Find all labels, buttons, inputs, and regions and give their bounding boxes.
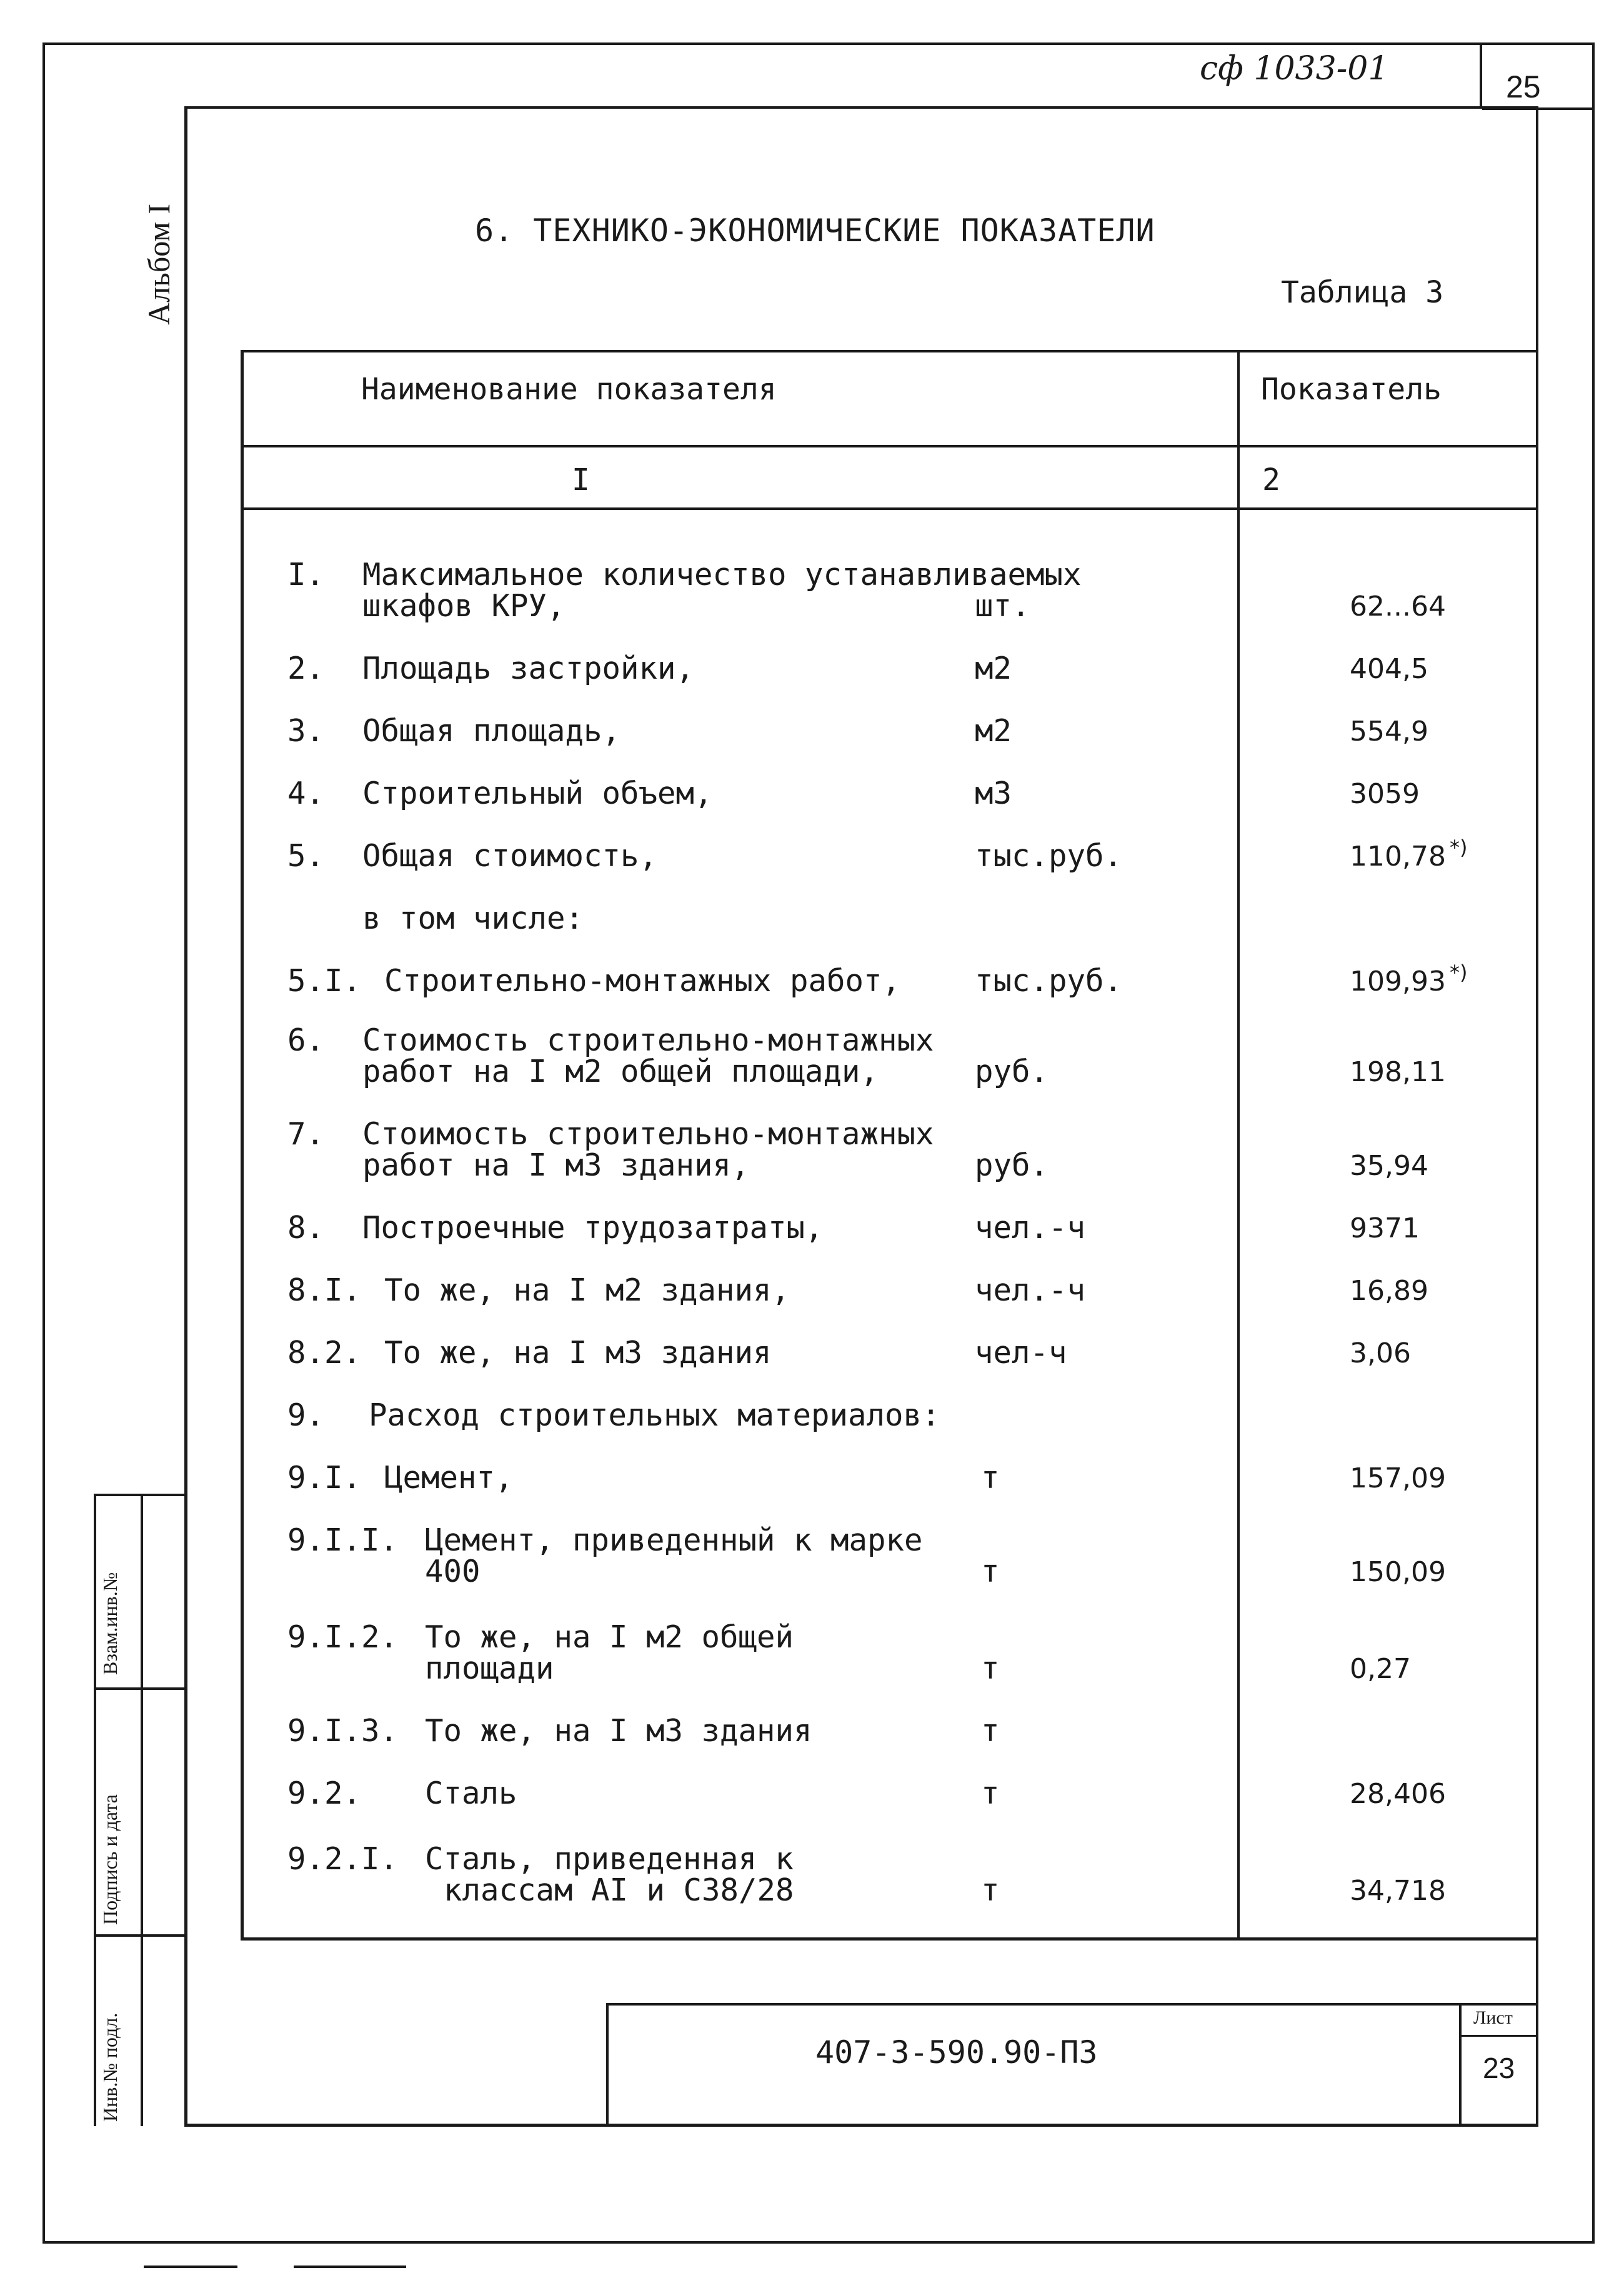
row-num: 5.I.: [287, 963, 362, 999]
outer-border-right: [1592, 125, 1595, 2244]
row-name: Общая стоимость,: [362, 838, 658, 874]
page-box-top: [1480, 42, 1595, 45]
footnote-mark: *): [1449, 836, 1468, 859]
row-unit: т: [981, 1460, 1000, 1496]
row-value: 0,27: [1350, 1653, 1411, 1685]
inner-frame-bottom: [184, 2124, 1538, 2127]
row-name: Построечные трудозатраты,: [362, 1210, 824, 1246]
row-num: 6.: [287, 1022, 325, 1058]
row-unit: т: [981, 1713, 1000, 1749]
row-num: 9.I.: [287, 1460, 362, 1496]
side-stamp-left: [94, 1494, 96, 2126]
row-num: 3.: [287, 713, 325, 749]
row-name: То же, на I м2 общей: [425, 1619, 794, 1655]
row-name-cont: шкафов КРУ,: [362, 588, 565, 624]
handwritten-code: сф 1033-01: [1200, 50, 1389, 87]
row-name-cont: работ на I м2 общей площади,: [362, 1054, 879, 1089]
row-unit: т: [981, 1872, 1000, 1908]
row-num: 2.: [287, 651, 325, 686]
row-value: 16,89: [1350, 1275, 1428, 1307]
row-value: [1350, 836, 1468, 872]
row-name: Стоимость строительно-монтажных: [362, 1022, 934, 1058]
row-num: I.: [287, 557, 325, 592]
row-unit: тыс.руб.: [975, 963, 1123, 999]
title-block-list-label-line: [1459, 2035, 1537, 2037]
row-value: 554,9: [1350, 716, 1428, 747]
row-num: 7.: [287, 1116, 325, 1152]
outer-border-bottom: [42, 2241, 1595, 2244]
outer-border-left: [42, 42, 45, 2242]
row-unit: т: [981, 1651, 1000, 1686]
row-name-cont: классам АI и С38/28: [444, 1872, 794, 1908]
side-stamp-div1: [94, 1687, 187, 1690]
inner-frame-right: [1536, 106, 1538, 2126]
row-unit: м3: [975, 776, 1012, 811]
table-header-line: [244, 445, 1537, 447]
value-text: 110,78: [1350, 841, 1446, 872]
row-value: 9371: [1350, 1212, 1420, 1244]
row-name-cont: площади: [425, 1651, 554, 1686]
side-label-podpis: Подпись и дата: [99, 1794, 121, 1925]
side-stamp-div2: [94, 1934, 187, 1937]
row-num: 9.2.: [287, 1776, 362, 1811]
scan-mark: [144, 2266, 237, 2268]
side-label-vzam: Взам.инв.№: [99, 1572, 121, 1675]
page-box-right: [1592, 42, 1595, 130]
row-name: Цемент,: [384, 1460, 514, 1496]
table-colnum-2: 2: [1262, 462, 1280, 497]
row-num: 8.I.: [287, 1272, 362, 1308]
row-name-cont: работ на I м3 здания,: [362, 1147, 750, 1183]
side-label-inv: Инв.№ подл.: [99, 2012, 121, 2122]
row-value: 198,11: [1350, 1056, 1446, 1088]
list-label: Лист: [1473, 2007, 1513, 2028]
row-value: 404,5: [1350, 653, 1428, 685]
section-title: 6. ТЕХНИКО-ЭКОНОМИЧЕСКИЕ ПОКАЗАТЕЛИ: [475, 212, 1155, 249]
row-name: Максимальное количество устанавливаемых: [362, 557, 1082, 592]
inner-frame-left: [184, 106, 187, 2126]
row-name: Сталь: [425, 1776, 517, 1811]
row-unit: чел-ч: [975, 1335, 1067, 1371]
title-block-left: [606, 2003, 609, 2125]
outer-border-top: [42, 42, 1505, 45]
row-num: 9.2.I.: [287, 1841, 399, 1877]
row-num: 9.I.3.: [287, 1713, 399, 1749]
album-label: Альбом I: [141, 203, 176, 325]
row-name: То же, на I м3 здания: [384, 1335, 772, 1371]
table-bottom-line: [241, 1937, 1537, 1941]
title-block-top: [606, 2003, 1537, 2006]
row-unit: т: [981, 1776, 1000, 1811]
row-unit: тыс.руб.: [975, 838, 1123, 874]
side-stamp-mid: [141, 1494, 143, 2126]
row-unit: м2: [975, 651, 1012, 686]
row-value: [1350, 961, 1468, 997]
row-unit: шт.: [975, 588, 1030, 624]
table-left-line: [241, 350, 244, 1941]
document-code: 407-3-590.90-ПЗ: [815, 2034, 1098, 2071]
table-numrow-line: [244, 507, 1537, 510]
row-num: 9.I.2.: [287, 1619, 399, 1655]
row-value: 3059: [1350, 778, 1420, 810]
table-top-line: [241, 350, 1537, 352]
row-num: 9.: [287, 1397, 325, 1433]
row-unit: чел.-ч: [975, 1272, 1086, 1308]
row-value: 3,06: [1350, 1337, 1411, 1369]
table-colnum-1: I: [572, 462, 590, 497]
inner-frame-top: [184, 106, 1537, 109]
row-unit: руб.: [975, 1147, 1049, 1183]
row-name: Цемент, приведенный к марке: [425, 1522, 923, 1558]
row-unit: т: [981, 1554, 1000, 1589]
row-unit: м2: [975, 713, 1012, 749]
page-number: 25: [1506, 69, 1541, 104]
row-name-cont: 400: [425, 1554, 481, 1589]
row-name: То же, на I м2 здания,: [384, 1272, 790, 1308]
row-unit: чел.-ч: [975, 1210, 1086, 1246]
value-text: 109,93: [1350, 966, 1446, 997]
row-num: 4.: [287, 776, 325, 811]
table-label: Таблица 3: [1281, 275, 1444, 310]
row-name: Стоимость строительно-монтажных: [362, 1116, 934, 1152]
footnote-mark: *): [1449, 961, 1468, 984]
row-num: 8.: [287, 1210, 325, 1246]
table-header-name: Наименование показателя: [361, 372, 777, 407]
row-value: 62...64: [1350, 591, 1446, 622]
row-unit: руб.: [975, 1054, 1049, 1089]
row-value: 35,94: [1350, 1150, 1428, 1182]
row-num: 5.: [287, 838, 325, 874]
table-col-divider: [1237, 350, 1240, 1941]
row-value: 28,406: [1350, 1778, 1446, 1810]
row-num: 8.2.: [287, 1335, 362, 1371]
row-name: Сталь, приведенная к: [425, 1841, 794, 1877]
title-block-list-divider: [1459, 2003, 1462, 2125]
row-num: 9.I.I.: [287, 1522, 399, 1558]
row-name: Строительно-монтажных работ,: [384, 963, 901, 999]
side-stamp-top: [94, 1494, 187, 1496]
row-name: Расход строительных материалов:: [369, 1397, 940, 1433]
row-name: То же, на I м3 здания: [425, 1713, 812, 1749]
row-value: 157,09: [1350, 1462, 1446, 1494]
row-name: Строительный объем,: [362, 776, 713, 811]
table-header-value: Показатель: [1261, 372, 1442, 407]
row-value: 34,718: [1350, 1875, 1446, 1907]
row-name: Площадь застройки,: [362, 651, 695, 686]
row-name: в том числе:: [362, 901, 584, 936]
scan-mark: [294, 2266, 406, 2268]
row-name: Общая площадь,: [362, 713, 621, 749]
page-box-left: [1480, 42, 1482, 109]
row-value: 150,09: [1350, 1556, 1446, 1588]
list-number: 23: [1483, 2052, 1515, 2084]
